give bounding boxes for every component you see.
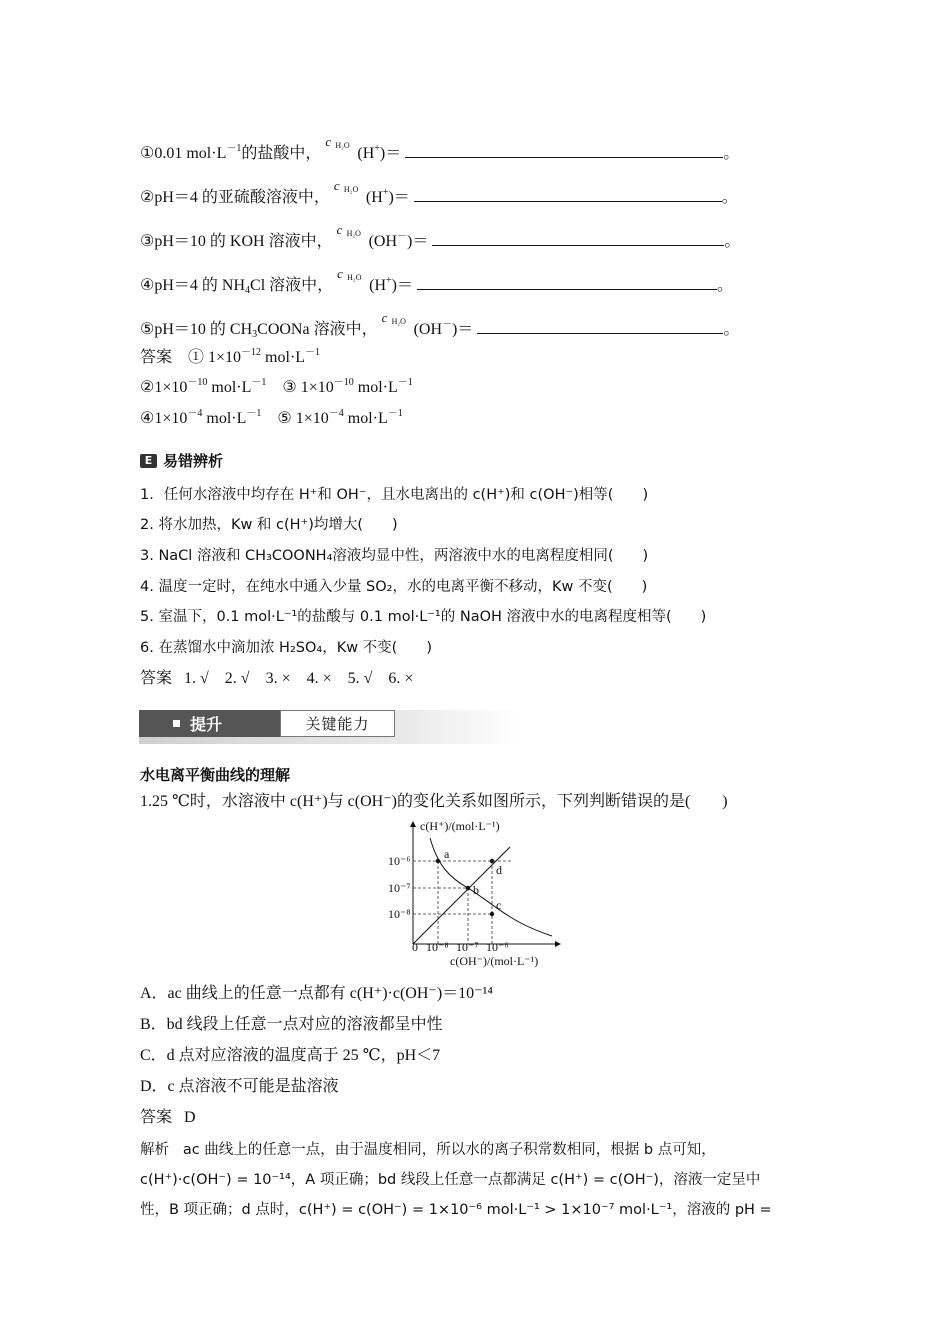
point-c-label: c — [496, 898, 502, 912]
option-d: D．c 点溶液不可能是盐溶液 — [140, 1078, 339, 1095]
tf-item: 6. 在蒸馏水中滴加浓 H₂SO₄，Kw 不变( ) — [140, 640, 432, 656]
analysis-line-3: 性，B 项正确；d 点时，c(H⁺) = c(OH⁻) = 1×10⁻⁶ mol·L⁻¹ > 1×10⁻⁷ mol·L⁻¹，溶液的 pH = — [140, 1202, 772, 1218]
answer-blank[interactable] — [405, 143, 723, 158]
y-tick: 10⁻⁶ — [388, 854, 411, 868]
answer-label: 答案 — [140, 349, 173, 366]
y-axis-label: c(H⁺)/(mol·L⁻¹) — [420, 819, 500, 833]
question-answer: 答案 D — [140, 1109, 196, 1126]
option-c: C．d 点对应溶液的温度高于 25 ℃，pH＜7 — [140, 1047, 441, 1064]
answer-blank[interactable] — [417, 275, 717, 290]
x-tick: 10⁻⁷ — [456, 940, 479, 954]
point-c — [490, 912, 494, 916]
answer-blank[interactable] — [477, 319, 723, 334]
point-a — [436, 859, 440, 863]
answer-line-2: $②1\times 10^{-10}$ $mol\cdot L^{-1}$ ③ $1\times 10^{-10}$ $mol\cdot L^{-1}$ — [140, 377, 413, 396]
topic-title: 水电离平衡曲线的理解 — [140, 766, 291, 784]
x-tick: 0 — [412, 940, 418, 954]
option-a: A．ac 曲线上的任意一点都有 c(H⁺)·c(OH⁻)＝10⁻¹⁴ — [140, 985, 493, 1002]
fill-in-item-2: ②pH＝4 的亚硫酸溶液中， c H₂O (H+)＝ 。 — [140, 178, 738, 206]
x-tick: 10⁻⁸ — [426, 940, 449, 954]
section-heading-error-analysis: E 易错辨析 — [140, 450, 223, 471]
point-d — [490, 859, 494, 863]
point-b-label: b — [473, 883, 479, 897]
y-tick: 10⁻⁸ — [388, 907, 411, 921]
tf-item: 4. 温度一定时，在纯水中通入少量 SO₂，水的电离平衡不移动，Kw 不变( ) — [140, 579, 648, 595]
c-h2o-symbol: c H₂O — [333, 178, 359, 194]
tf-item: 1．任何水溶液中均存在 H⁺和 OH⁻，且水电离出的 c(H⁺)和 c(OH⁻)相等( ) — [140, 487, 649, 503]
point-a-label: a — [444, 847, 450, 861]
point-b — [466, 886, 470, 890]
answer-blank[interactable] — [432, 231, 724, 246]
fill-in-item-3: ③pH＝10 的 KOH 溶液中， c H₂O (OH－)＝ 。 — [140, 222, 741, 250]
tf-item: 2. 将水加热，Kw 和 c(H⁺)均增大( ) — [140, 517, 398, 533]
c-h2o-symbol: c H₂O — [337, 266, 362, 282]
fill-in-item-1: ①0.01 $mol\cdot L^{-1}$的盐酸中， c H₂O (H+)＝ 。 — [140, 134, 740, 162]
c-h2o-symbol: c H₂O — [381, 310, 406, 326]
banner-light-tab: 关键能力 — [280, 710, 395, 737]
x-axis-label: c(OH⁻)/(mol·L⁻¹) — [450, 954, 539, 968]
fill-in-item-4: ④pH＝4 的 $NH_4Cl$ 溶液中， c H₂O (H+)＝ 。 — [140, 266, 734, 296]
y-tick: 10⁻⁷ — [388, 881, 411, 895]
tf-answer: 答案 1. √ 2. √ 3. × 4. × 5. √ 6. × — [140, 670, 414, 687]
answer-blank[interactable] — [414, 187, 722, 202]
square-icon — [173, 720, 180, 727]
diagonal-line — [413, 847, 510, 944]
fill-in-item-5: ⑤pH＝10 的 $CH_3COONa$ 溶液中， c H₂O (OH－)＝ 。 — [140, 310, 740, 340]
tf-item: 5. 室温下，0.1 mol·L⁻¹的盐酸与 0.1 mol·L⁻¹的 NaOH 溶液中水的电离程度相等( ) — [140, 609, 707, 625]
section-banner — [139, 710, 519, 744]
water-ionization-chart — [380, 818, 580, 970]
point-d-label: d — [496, 863, 502, 877]
answer-line-3: $④1\times 10^{-4}$ $mol\cdot L^{-1}$ ⑤ $1\times 10^{-4}$ $mol\cdot L^{-1}$ — [140, 408, 403, 427]
analysis-line-1: 解析 ac 曲线上的任意一点，由于温度相同，所以水的离子积常数相同，根据 b 点可知， — [140, 1142, 716, 1158]
x-tick: 10⁻⁶ — [486, 940, 509, 954]
tf-item: 3. NaCl 溶液和 CH₃COONH₄溶液均显中性，两溶液中水的电离程度相同( ) — [140, 548, 649, 564]
banner-dark-tab: 提升 — [139, 710, 280, 737]
c-h2o-symbol: c H₂O — [325, 134, 350, 150]
analysis-line-2: c(H⁺)·c(OH⁻) = 10⁻¹⁴，A 项正确；bd 线段上任意一点都满足 c(H⁺) = c(OH⁻)，溶液一定呈中 — [140, 1172, 761, 1188]
question-stem: 1.25 ℃时，水溶液中 c(H⁺)与 c(OH⁻)的变化关系如图所示，下列判断错误的是( ) — [140, 793, 728, 810]
section-e-icon: E — [140, 454, 157, 468]
answer-line-1: 答案 ① $1\times 10^{-12}$ $mol\cdot L^{-1}$ — [140, 347, 321, 366]
c-h2o-symbol: c H₂O — [336, 222, 361, 238]
option-b: B．bd 线段上任意一点对应的溶液都呈中性 — [140, 1016, 443, 1033]
